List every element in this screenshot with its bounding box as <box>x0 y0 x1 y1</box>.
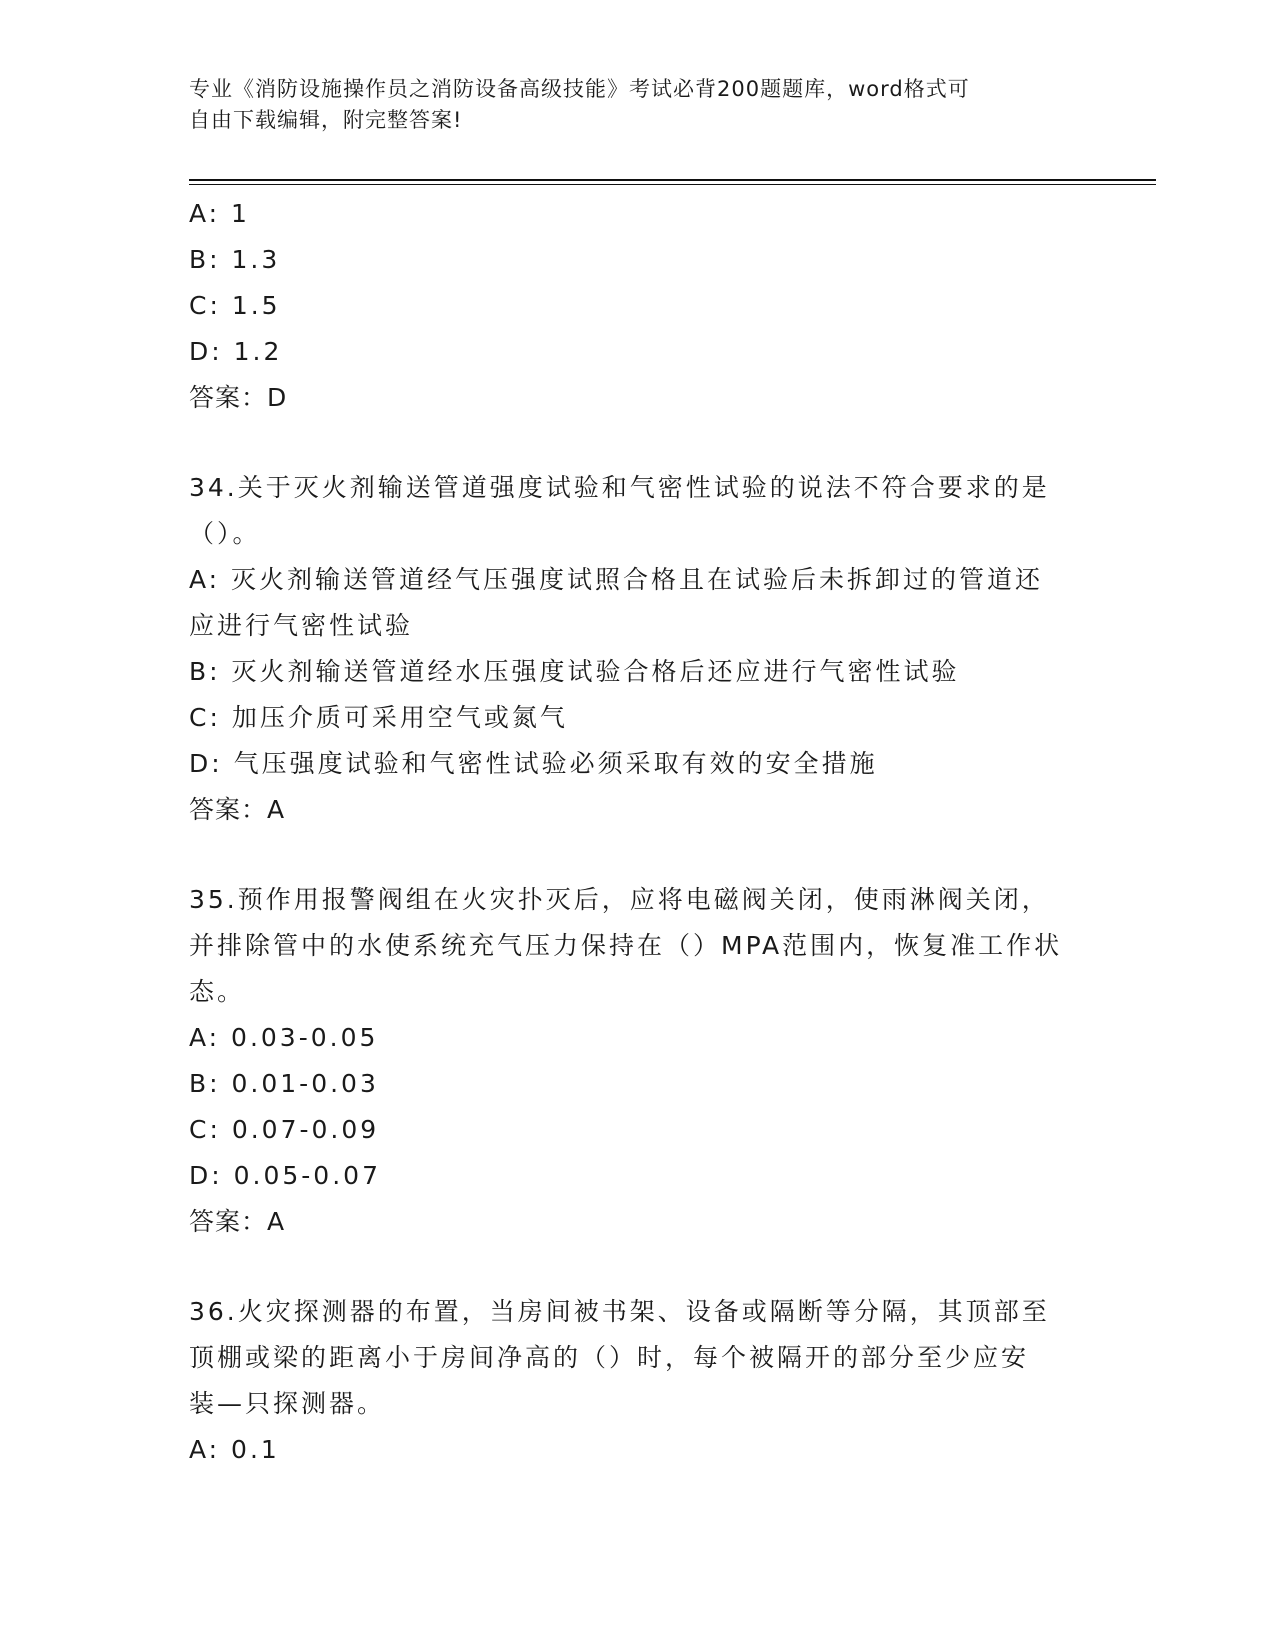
option-a-continued: 应进行气密性试验 <box>189 611 414 640</box>
question-stem-line: 35.预作用报警阀组在火灾扑灭后，应将电磁阀关闭，使雨淋阀关闭， <box>189 885 1050 914</box>
option-d: D: 气压强度试验和气密性试验必须采取有效的安全措施 <box>189 749 878 778</box>
question-content <box>189 191 1089 1473</box>
header-divider-thick <box>189 179 1156 181</box>
option-d: D: 1.2 <box>189 337 283 366</box>
answer: 答案：D <box>189 383 288 412</box>
option-a: A: 0.03-0.05 <box>189 1023 379 1052</box>
question-stem-line: （）。 <box>189 519 261 548</box>
question-stem-line: 顶棚或梁的距离小于房间净高的（）时，每个被隔开的部分至少应安 <box>189 1343 1030 1372</box>
option-a: A: 灭火剂输送管道经气压强度试照合格且在试验后未拆卸过的管道还 <box>189 565 1044 594</box>
option-d: D: 0.05-0.07 <box>189 1161 381 1190</box>
document-header <box>189 74 1089 136</box>
question-36 <box>189 1289 1089 1473</box>
question-35 <box>189 877 1089 1245</box>
header-line-1: 专业《消防设施操作员之消防设备高级技能》考试必背200题题库，word格式可 <box>189 77 970 101</box>
answer: 答案：A <box>189 1207 286 1236</box>
option-b: B: 0.01-0.03 <box>189 1069 379 1098</box>
question-stem-line: 装—只探测器。 <box>189 1389 386 1418</box>
option-a: A: 1 <box>189 199 250 228</box>
spacer <box>189 833 1089 877</box>
option-c: C: 0.07-0.09 <box>189 1115 380 1144</box>
question-stem-line: 34.关于灭火剂输送管道强度试验和气密性试验的说法不符合要求的是 <box>189 473 1050 502</box>
header-divider-thin <box>189 184 1156 185</box>
spacer <box>189 421 1089 465</box>
spacer <box>189 1245 1089 1289</box>
question-33 <box>189 191 1089 421</box>
option-b: B: 1.3 <box>189 245 281 274</box>
option-a: A: 0.1 <box>189 1435 280 1464</box>
header-line-2: 自由下载编辑，附完整答案! <box>189 108 463 132</box>
question-stem-line: 36.火灾探测器的布置，当房间被书架、设备或隔断等分隔，其顶部至 <box>189 1297 1050 1326</box>
question-stem-line: 并排除管中的水使系统充气压力保持在（）MPA范围内，恢复准工作状 <box>189 931 1063 960</box>
option-c: C: 加压介质可采用空气或氮气 <box>189 703 568 732</box>
question-stem-line: 态。 <box>189 977 246 1006</box>
answer: 答案：A <box>189 795 286 824</box>
option-b: B: 灭火剂输送管道经水压强度试验合格后还应进行气密性试验 <box>189 657 960 686</box>
question-34 <box>189 465 1089 833</box>
option-c: C: 1.5 <box>189 291 281 320</box>
